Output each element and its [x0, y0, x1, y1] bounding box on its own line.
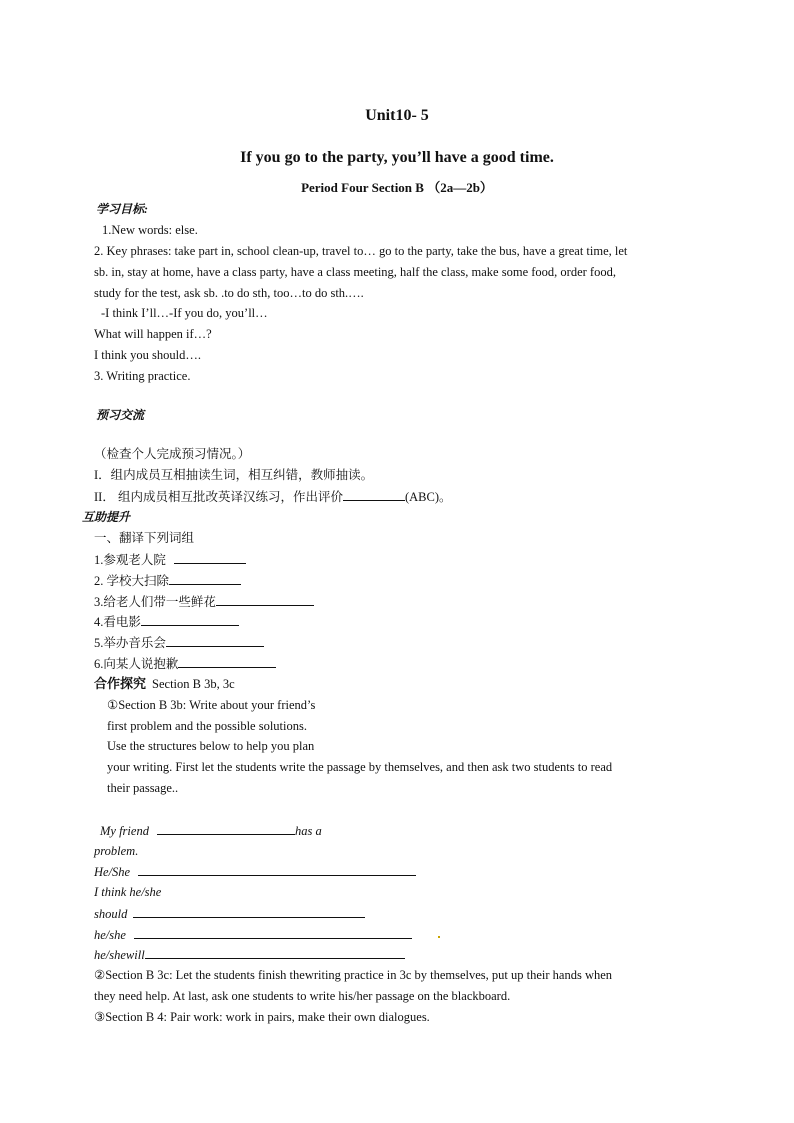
- phrase-label: 4.看电影: [94, 615, 141, 629]
- friend-name-blank[interactable]: [157, 822, 295, 835]
- phrase-item-2: [94, 572, 241, 589]
- preview-item-1: I．组内成员互相抽读生词，相互纠错，教师抽读。: [94, 468, 374, 482]
- template-line-4: I think he/she: [94, 885, 162, 899]
- coop-heading: 合作探究: [94, 676, 147, 691]
- phrase-label: 2. 学校大扫除: [94, 574, 170, 588]
- preview-heading: 预习交流: [96, 408, 145, 422]
- answer-blank-1[interactable]: [174, 551, 246, 564]
- help-heading: 互助提升: [82, 510, 131, 524]
- template-line-6: [94, 926, 412, 943]
- phrase-item-5: [94, 634, 264, 651]
- goals-line-8: 3. Writing practice.: [94, 369, 191, 383]
- coop-line-1: ①Section B 3b: Write about your friend’s: [107, 698, 316, 712]
- template-should: should: [94, 907, 128, 921]
- preview-check: （检查个人完成预习情况。）: [94, 447, 251, 461]
- evaluation-blank[interactable]: [343, 488, 405, 501]
- coop-heading-suffix: Section B 3b, 3c: [152, 677, 235, 691]
- answer-blank-3[interactable]: [216, 593, 314, 606]
- task-3c-line-2: they need help. At last, ask one students to write his/her passage on the blackboard.: [94, 989, 511, 1003]
- phrase-label: 1.参观老人院: [94, 553, 166, 567]
- coop-heading-line: [94, 676, 235, 692]
- coop-line-5: their passage..: [107, 781, 179, 795]
- template-line-5: [94, 905, 365, 922]
- template-my-friend: My friend: [100, 824, 149, 838]
- answer-blank-2[interactable]: [169, 572, 241, 585]
- template-line-3: [94, 863, 416, 880]
- period-subtitle: Period Four Section B （2a—2b）: [301, 180, 493, 195]
- goals-heading: 学习目标:: [96, 202, 148, 216]
- coop-line-2: first problem and the possible solutions.: [107, 719, 307, 733]
- template-has-a: has a: [294, 824, 322, 838]
- problem-blank[interactable]: [138, 863, 416, 876]
- help-subheading: 一、翻译下列词组: [94, 531, 195, 545]
- template-line-2: problem.: [94, 844, 139, 858]
- goals-line-3: sb. in, stay at home, have a class party, have a class meeting, half the class, make some food, order food,: [94, 265, 616, 279]
- solution-blank[interactable]: [133, 905, 365, 918]
- stray-dot: [438, 936, 440, 938]
- preview-item-2-suffix: (ABC)。: [404, 490, 452, 504]
- template-he-she-will: he/shewill: [94, 948, 145, 962]
- answer-blank-5[interactable]: [166, 634, 264, 647]
- goals-line-6: What will happen if…?: [94, 327, 212, 341]
- coop-line-3: Use the structures below to help you plan: [107, 739, 315, 753]
- phrase-label: 5.举办音乐会: [94, 636, 166, 650]
- template-line-7: [94, 946, 405, 963]
- task-3c-line-1: ②Section B 3c: Let the students finish thewriting practice in 3c by themselves, put up their hands when: [94, 968, 613, 982]
- preview-item-2-text: II． 组内成员相互批改英译汉练习，作出评价: [94, 490, 343, 504]
- outcome-blank[interactable]: [145, 946, 405, 959]
- preview-item-2: [94, 488, 451, 505]
- goals-line-7: I think you should….: [94, 348, 201, 362]
- result-blank[interactable]: [134, 926, 412, 939]
- template-he-she-2: he/she: [94, 928, 126, 942]
- goals-line-5: -I think I’ll…-If you do, you’ll…: [101, 306, 268, 320]
- lesson-title: If you go to the party, you’ll have a good time.: [240, 149, 554, 166]
- phrase-item-6: [94, 655, 276, 672]
- answer-blank-6[interactable]: [178, 655, 276, 668]
- phrase-label: 6.向某人说抱歉: [94, 657, 179, 671]
- task-4-line: ③Section B 4: Pair work: work in pairs, make their own dialogues.: [94, 1010, 430, 1024]
- phrase-label: 3.给老人们带一些鲜花: [94, 595, 216, 609]
- goals-line-1: 1.New words: else.: [102, 223, 198, 237]
- unit-title: Unit10- 5: [365, 107, 429, 124]
- phrase-item-4: [94, 613, 239, 630]
- goals-line-2: 2. Key phrases: take part in, school clean-up, travel to… go to the party, take the bus, have a great time, let: [94, 244, 628, 258]
- goals-line-4: study for the test, ask sb. .to do sth, too…to do sth.….: [94, 286, 364, 300]
- template-he-she: He/She: [94, 865, 131, 879]
- phrase-item-3: [94, 593, 314, 610]
- answer-blank-4[interactable]: [141, 613, 239, 626]
- template-line-1: [100, 822, 322, 839]
- phrase-item-1: [94, 551, 246, 568]
- coop-line-4: your writing. First let the students write the passage by themselves, and then ask two students to read: [107, 760, 613, 774]
